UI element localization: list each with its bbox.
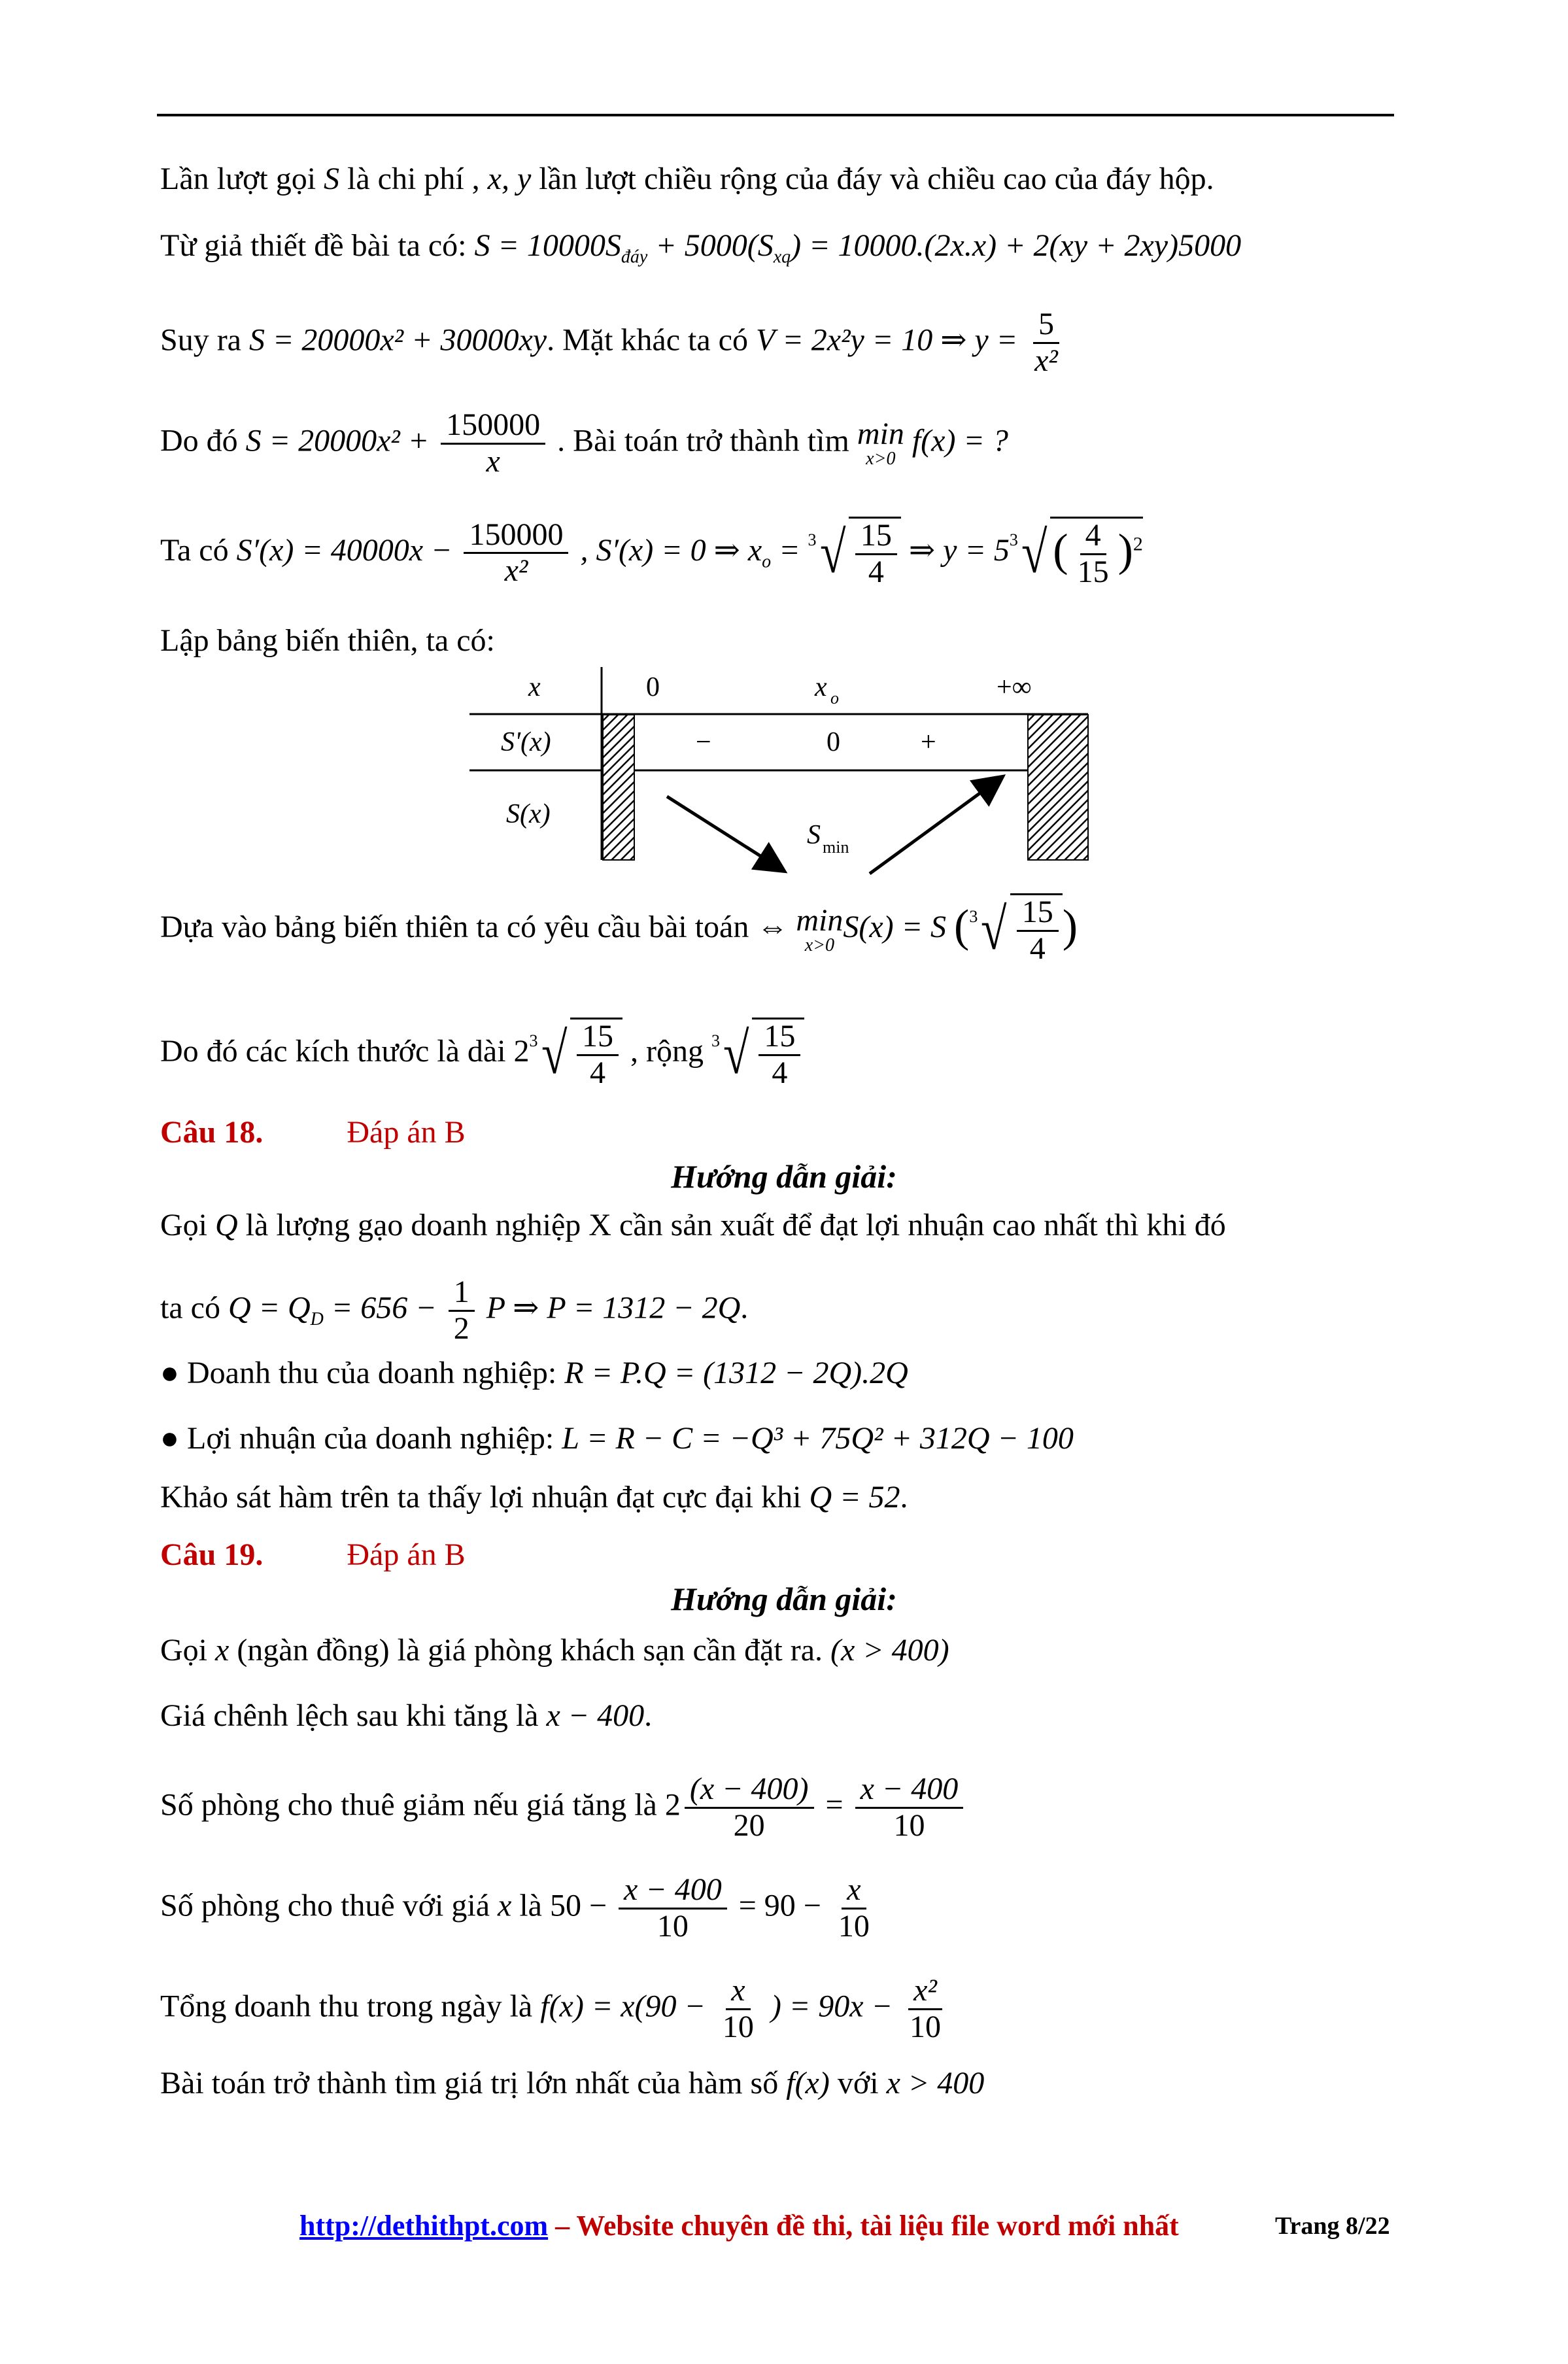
text: Khảo sát hàm trên ta thấy lợi nhuận đạt cực đại khi (160, 1480, 802, 1515)
coefficient: 2 (513, 1033, 530, 1069)
fraction (904, 1974, 946, 2045)
text: Từ giả thiết đề bài ta có: (160, 228, 467, 263)
denominator: 10 (656, 1908, 689, 1944)
solution-title: Hướng dẫn giải: (671, 1581, 897, 1617)
numerator: 15 (758, 1019, 800, 1056)
math: 50 − (549, 1888, 607, 1923)
line-8 (160, 1018, 804, 1091)
fraction (577, 1019, 619, 1091)
numerator: 15 (1017, 895, 1059, 932)
table-smin-sub: min (823, 838, 849, 857)
denominator: x² (1034, 343, 1058, 378)
coefficient: 2 (664, 1787, 681, 1823)
math: P ⇒ P = 1312 − 2Q (486, 1290, 741, 1326)
fraction (619, 1873, 727, 1944)
numerator: x − 400 (619, 1873, 727, 1910)
text: Bài toán trở thành tìm giá trị lớn nhất của hàm số (160, 2066, 779, 2100)
math: S = 10000S (474, 228, 621, 263)
math-sub: xq (773, 247, 791, 267)
math: f(x) = x(90 − (540, 1989, 706, 2024)
question-number: Câu 19. (160, 1537, 264, 1572)
denominator: 10 (838, 1908, 870, 1944)
numerator: 15 (577, 1019, 619, 1056)
text: Số phòng cho thuê giảm nếu giá tăng là (160, 1787, 657, 1823)
text: là lượng gạo doanh nghiệp X cần sản xuất để đạt lợi nhuận cao nhất thì khi đó (245, 1208, 1226, 1242)
website-description: – Website chuyên đề thi, tài liệu file word mới nhất (548, 2210, 1179, 2242)
numerator: x − 400 (855, 1772, 964, 1809)
text: , rộng (630, 1033, 704, 1069)
math: L = R − C = −Q³ + 75Q² + 312Q − 100 (562, 1421, 1074, 1456)
fraction (833, 1873, 875, 1944)
math-sub: D (310, 1309, 324, 1329)
text: ● Lợi nhuận của doanh nghiệp: (160, 1421, 554, 1456)
numerator: 1 (449, 1275, 475, 1312)
q19-line-3 (160, 1772, 967, 1843)
radical-sign: √ (819, 520, 845, 585)
math: = 656 − (331, 1290, 437, 1326)
math-sub: o (762, 551, 772, 572)
math: S′(x) = 40000x − (236, 532, 452, 568)
numerator: x² (908, 1974, 942, 2010)
math: x > 400 (886, 2066, 985, 2100)
line-7: Dựa vào bảng biến thiên ta có yêu cầu bài toán ⇔ min x>0 S(x) = S ( 3 √ $\frac{15}{4}$ ) (160, 895, 1078, 966)
text: là (519, 1888, 542, 1923)
text: . Bài toán trở thành tìm (557, 423, 849, 458)
table-minus: − (696, 727, 711, 757)
page-number: Trang 8/22 (1275, 2212, 1390, 2240)
fraction (449, 1275, 475, 1346)
denominator: 4 (868, 554, 884, 589)
table-x0: x (815, 672, 827, 702)
answer-label: Đáp án B (347, 1537, 466, 1572)
math: f(x) = ? (912, 423, 1008, 458)
root-index: 3 (808, 530, 817, 549)
decreasing-arrow (667, 797, 782, 870)
min-condition: x>0 (866, 449, 896, 470)
text: Dựa vào bảng biến thiên ta có yêu cầu bài toán ⇔ (160, 909, 789, 944)
math: x (498, 1888, 512, 1923)
radical-sign: √ (1021, 520, 1048, 585)
denominator: 4 (589, 1055, 605, 1090)
denominator: 10 (893, 1807, 925, 1843)
radical-sign: √ (723, 1021, 749, 1086)
table-derivative-label: S'(x) (501, 727, 551, 757)
math: S = 20000x² + 30000xy (248, 322, 547, 358)
q18-line-1 (160, 1206, 1226, 1245)
cube-root (969, 893, 1062, 967)
min-operator (796, 902, 844, 955)
math: S(x) = S (843, 909, 947, 944)
fraction (685, 1772, 814, 1843)
fraction (855, 1772, 964, 1843)
math: , S′(x) = 0 ⇒ x (580, 532, 762, 568)
math: = (779, 532, 800, 568)
q19-line-5 (160, 1974, 950, 2045)
website-link[interactable]: http://dethithpt.com (299, 2210, 549, 2242)
hatched-region-left (603, 715, 634, 860)
text: Số phòng cho thuê với giá (160, 1888, 490, 1923)
numerator: 150000 (464, 518, 568, 555)
text: Tổng doanh thu trong ngày là (160, 1989, 533, 2024)
fraction (758, 1019, 800, 1091)
text: (ngàn đồng) là giá phòng khách sạn cần đặt ra. (237, 1633, 823, 1668)
text: Do đó (160, 423, 238, 458)
denominator: 15 (1077, 554, 1109, 589)
text: . Mặt khác ta có (547, 322, 748, 358)
increasing-arrow (870, 778, 1000, 874)
q19-line-1 (160, 1631, 949, 1670)
math: S (324, 162, 340, 196)
text: ● Doanh thu của doanh nghiệp: (160, 1356, 557, 1390)
text: . (900, 1480, 908, 1515)
text: . (644, 1698, 653, 1733)
text: Suy ra (160, 322, 241, 358)
root-index: 3 (529, 1031, 538, 1050)
denominator: 4 (772, 1055, 788, 1090)
text: Lập bảng biến thiên, ta có: (160, 623, 495, 658)
text: . (740, 1290, 749, 1326)
solution-title: Hướng dẫn giải: (671, 1158, 897, 1195)
math: ) = 10000.(2x.x) + 2(xy + 2xy)5000 (791, 228, 1242, 263)
q19-line-2 (160, 1696, 652, 1736)
denominator: x² (504, 553, 528, 589)
math: Q = Q (228, 1290, 311, 1326)
cube-root (711, 1018, 804, 1091)
denominator: 4 (1029, 931, 1046, 966)
q19-heading (160, 1535, 466, 1575)
root-index: 3 (711, 1031, 720, 1050)
q18-line-5 (160, 1478, 908, 1517)
math: f(x) (786, 2066, 830, 2100)
q19-line-4 (160, 1873, 879, 1944)
question-number: Câu 18. (160, 1115, 264, 1150)
cube-root: 3 √ ( $\frac{4}{15}$ )$^2$ (1009, 518, 1143, 589)
math: S = 20000x² + (245, 423, 430, 458)
denominator: 10 (722, 2009, 754, 2044)
q18-line-4 (160, 1419, 1074, 1458)
text: là chi phí , (347, 162, 480, 196)
table-grid (469, 667, 1088, 860)
math-sub: đáy (621, 247, 648, 267)
exponent: 2 (1133, 533, 1143, 555)
table-zero: 0 (646, 672, 660, 702)
root-index: 3 (1009, 530, 1018, 549)
text: Do đó các kích thước là dài (160, 1033, 506, 1069)
math: + 5000(S (655, 228, 774, 263)
math: ⇒ y = 5 (908, 532, 1010, 568)
numerator: 4 (1080, 519, 1106, 555)
denominator: 20 (733, 1807, 765, 1843)
text: ta có (160, 1290, 220, 1326)
table-smin: S (807, 820, 821, 850)
min-condition: x>0 (804, 934, 835, 955)
table-function-label: S(x) (506, 799, 551, 829)
answer-label: Đáp án B (347, 1115, 466, 1150)
denominator: 10 (910, 2009, 941, 2044)
table-plus: + (921, 727, 936, 757)
table-x0-sub: o (830, 689, 839, 708)
table-deriv-zero: 0 (827, 727, 840, 757)
hatched-region-right (1028, 715, 1088, 860)
q18-heading (160, 1113, 466, 1152)
radical-sign: √ (541, 1021, 568, 1086)
numerator: x (842, 1873, 866, 1910)
math: = (825, 1787, 844, 1823)
text: Lần lượt gọi (160, 162, 316, 196)
denominator: 2 (453, 1310, 469, 1346)
math: ) = 90x − (770, 1989, 893, 2024)
math: Q (215, 1208, 238, 1242)
min-label: min (857, 417, 904, 452)
text: lần lượt chiều rộng của đáy và chiều cao của đáy hộp. (539, 162, 1214, 196)
math: x, y (487, 162, 532, 196)
math: = 90 − (738, 1888, 821, 1923)
table-infinity: +∞ (997, 672, 1032, 702)
math: (x > 400) (830, 1633, 949, 1668)
fraction (1017, 895, 1059, 967)
math: V = 2x²y = 10 ⇒ y = (755, 322, 1018, 358)
text: Giá chênh lệch sau khi tăng là (160, 1698, 539, 1733)
numerator: (x − 400) (685, 1772, 814, 1809)
math: x − 400 (546, 1698, 645, 1733)
numerator: x (726, 1974, 750, 2010)
q19-line-6 (160, 2064, 984, 2103)
min-label: min (796, 902, 844, 938)
math: R = P.Q = (1312 − 2Q).2Q (564, 1356, 908, 1390)
table-x-label: x (528, 672, 541, 702)
root-index: 3 (969, 907, 978, 926)
radical-sign: √ (981, 897, 1007, 962)
numerator: 5 (1033, 307, 1059, 344)
math: Q = 52 (809, 1480, 900, 1515)
denominator: x (486, 443, 500, 479)
text: Ta có (160, 532, 229, 568)
math: x (215, 1633, 230, 1668)
q18-line-2 (160, 1275, 748, 1346)
text: Gọi (160, 1633, 207, 1668)
fraction (717, 1974, 759, 2045)
q18-line-3 (160, 1354, 908, 1393)
text: Gọi (160, 1208, 207, 1242)
numerator: 15 (855, 519, 897, 555)
numerator: 150000 (441, 408, 545, 445)
cube-root (530, 1018, 622, 1091)
text: với (837, 2066, 879, 2100)
